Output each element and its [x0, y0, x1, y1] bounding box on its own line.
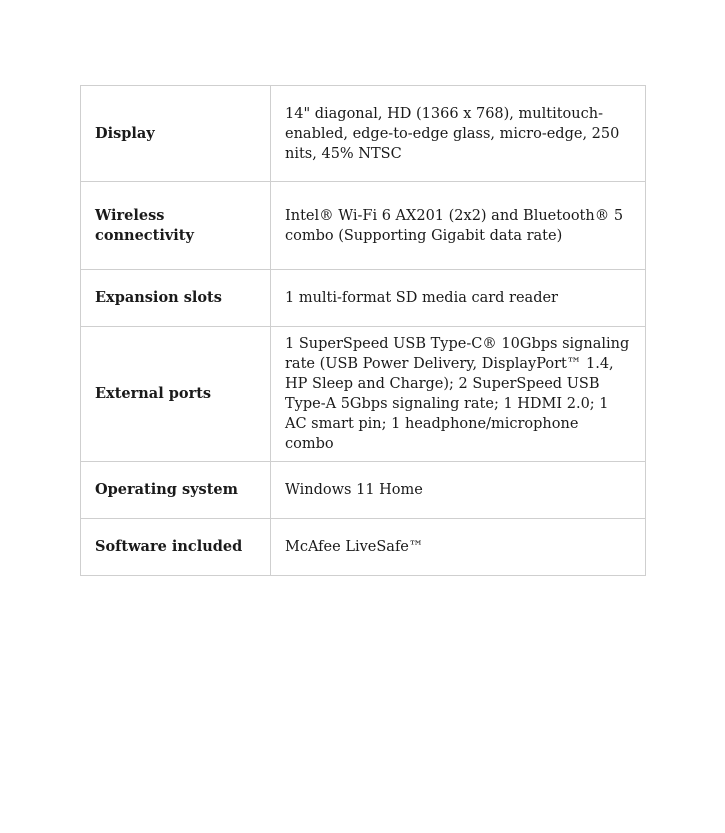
table-row-wireless-connectivity — [81, 182, 646, 270]
spec-label-wireless-connectivity: Wireless connectivity — [81, 182, 271, 270]
spec-value-display: 14" diagonal, HD (1366 x 768), multitouch-enabled, edge-to-edge glass, micro-edge, 250 nits, 45% NTSC — [271, 86, 646, 182]
spec-table — [80, 85, 646, 576]
table-row-external-ports — [81, 327, 646, 462]
spec-label-operating-system: Operating system — [81, 462, 271, 519]
spec-value-operating-system: Windows 11 Home — [271, 462, 646, 519]
spec-table-body — [81, 86, 646, 576]
table-row-operating-system — [81, 462, 646, 519]
table-row-software-included — [81, 519, 646, 576]
spec-label-software-included: Software included — [81, 519, 271, 576]
spec-value-wireless-connectivity: Intel® Wi-Fi 6 AX201 (2x2) and Bluetooth® 5 combo (Supporting Gigabit data rate) — [271, 182, 646, 270]
spec-label-external-ports: External ports — [81, 327, 271, 462]
table-row-expansion-slots — [81, 270, 646, 327]
spec-label-expansion-slots: Expansion slots — [81, 270, 271, 327]
spec-value-external-ports: 1 SuperSpeed USB Type-C® 10Gbps signaling rate (USB Power Delivery, DisplayPort™ 1.4, HP Sleep and Charge); 2 SuperSpeed USB Type-A 5Gbps signaling rate; 1 HDMI 2.0; 1 AC smart pin; 1 headphone/microphone combo — [271, 327, 646, 462]
spec-value-expansion-slots: 1 multi-format SD media card reader — [271, 270, 646, 327]
spec-value-software-included: McAfee LiveSafe™ — [271, 519, 646, 576]
spec-label-display: Display — [81, 86, 271, 182]
table-row-display — [81, 86, 646, 182]
